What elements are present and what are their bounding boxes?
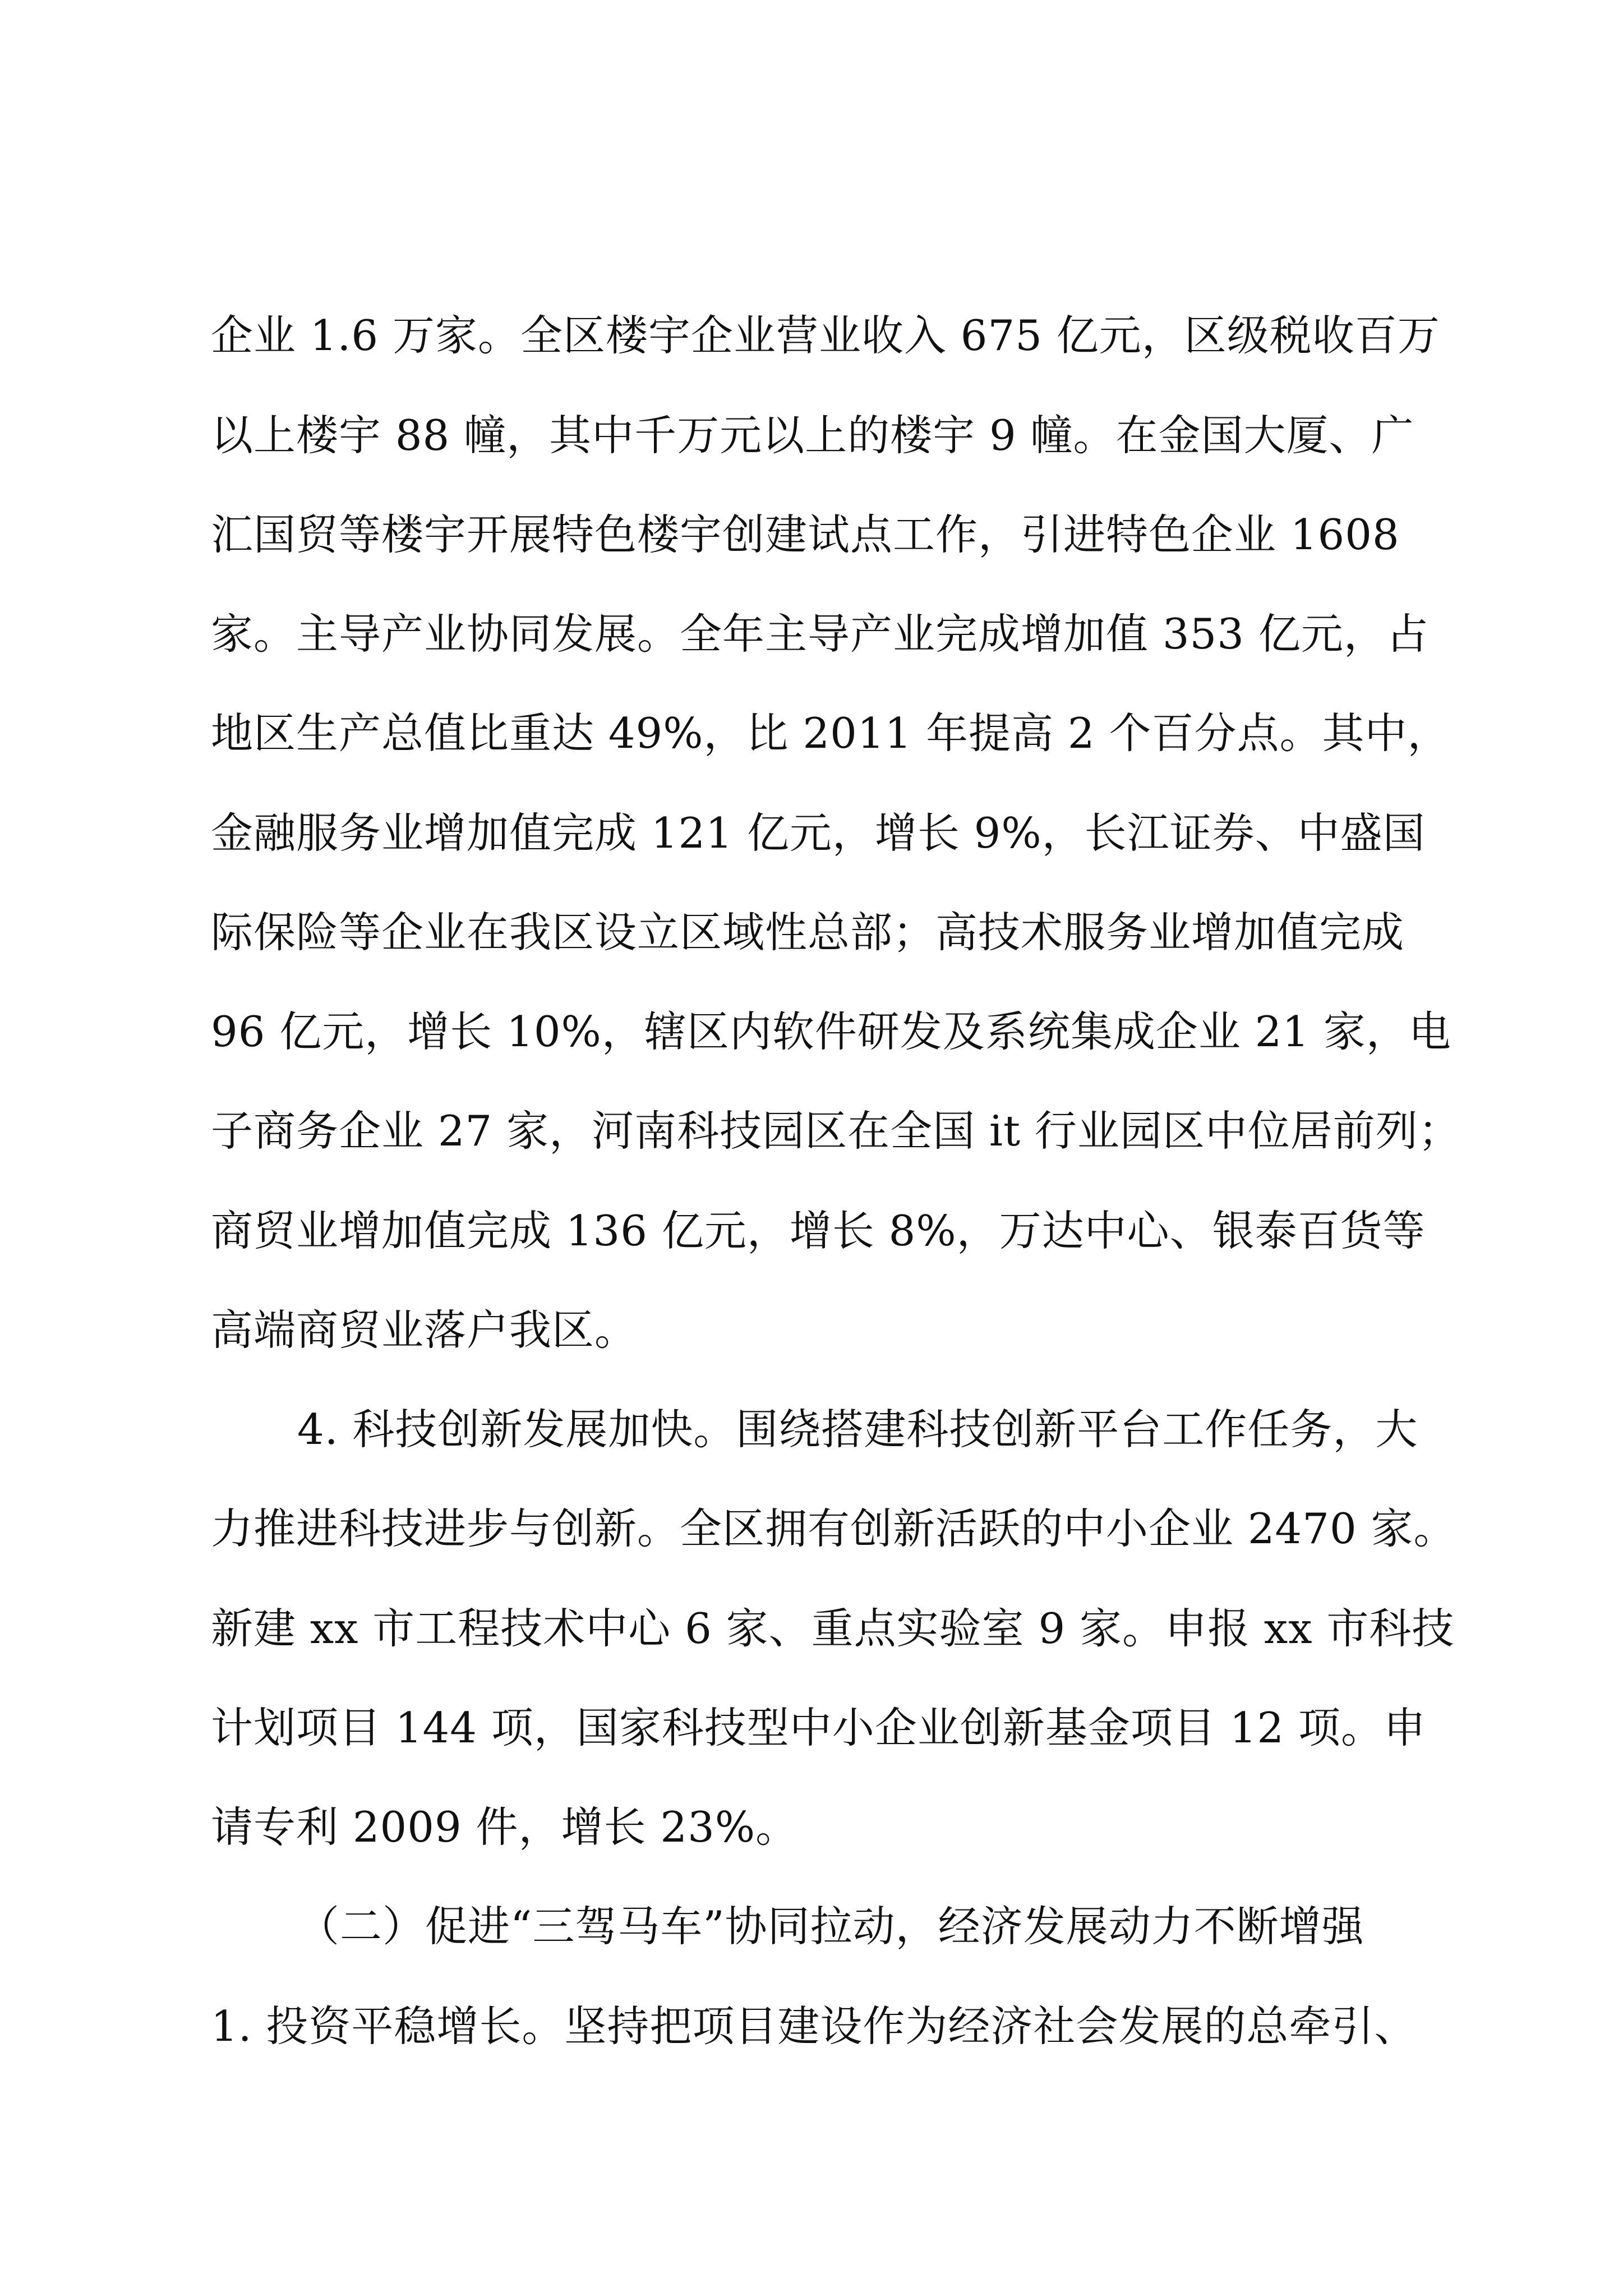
text-line: 96 亿元，增长 10%，辖区内软件研发及系统集成企业 21 家，电 [211, 1007, 1451, 1056]
text-line: 商贸业增加值完成 136 亿元，增长 8%，万达中心、银泰百货等 [211, 1206, 1426, 1255]
text-line: 新建 xx 市工程技术中心 6 家、重点实验室 9 家。申报 xx 市科技 [211, 1604, 1455, 1653]
text-line: 计划项目 144 项，国家科技型中小企业创新基金项目 12 项。申 [211, 1703, 1426, 1752]
text-line: 高端商贸业落户我区。 [211, 1305, 638, 1355]
text-line: 金融服务业增加值完成 121 亿元，增长 9%，长江证券、中盛国 [211, 808, 1426, 858]
section-heading: （二）促进“三驾马车”协同拉动，经济发展动力不断增强 [297, 1902, 1364, 1951]
text-line: 以上楼宇 88 幢，其中千万元以上的楼宇 9 幢。在金国大厦、广 [211, 411, 1414, 460]
text-line: 际保险等企业在我区设立区域性总部；高技术服务业增加值完成 [211, 908, 1405, 957]
text-line: 企业 1.6 万家。全区楼宇企业营业收入 675 亿元，区级税收百万 [211, 311, 1440, 360]
text-line: 汇国贸等楼宇开展特色楼宇创建试点工作，引进特色企业 1608 [211, 510, 1400, 559]
text-line: 力推进科技进步与创新。全区拥有创新活跃的中小企业 2470 家。 [211, 1504, 1456, 1553]
text-line: 家。主导产业协同发展。全年主导产业完成增加值 353 亿元，占 [211, 609, 1429, 659]
text-line: 地区生产总值比重达 49%，比 2011 年提高 2 个百分点。其中， [211, 708, 1450, 758]
text-line: 请专利 2009 件，增长 23%。 [211, 1802, 799, 1852]
text-line: 子商务企业 27 家，河南科技园区在全国 it 行业园区中位居前列； [211, 1106, 1461, 1156]
section-heading: 4. 科技创新发展加快。围绕搭建科技创新平台工作任务，大 [297, 1405, 1418, 1454]
text-line: 1. 投资平稳增长。坚持把项目建设作为经济社会发展的总牵引、 [211, 2001, 1417, 2051]
